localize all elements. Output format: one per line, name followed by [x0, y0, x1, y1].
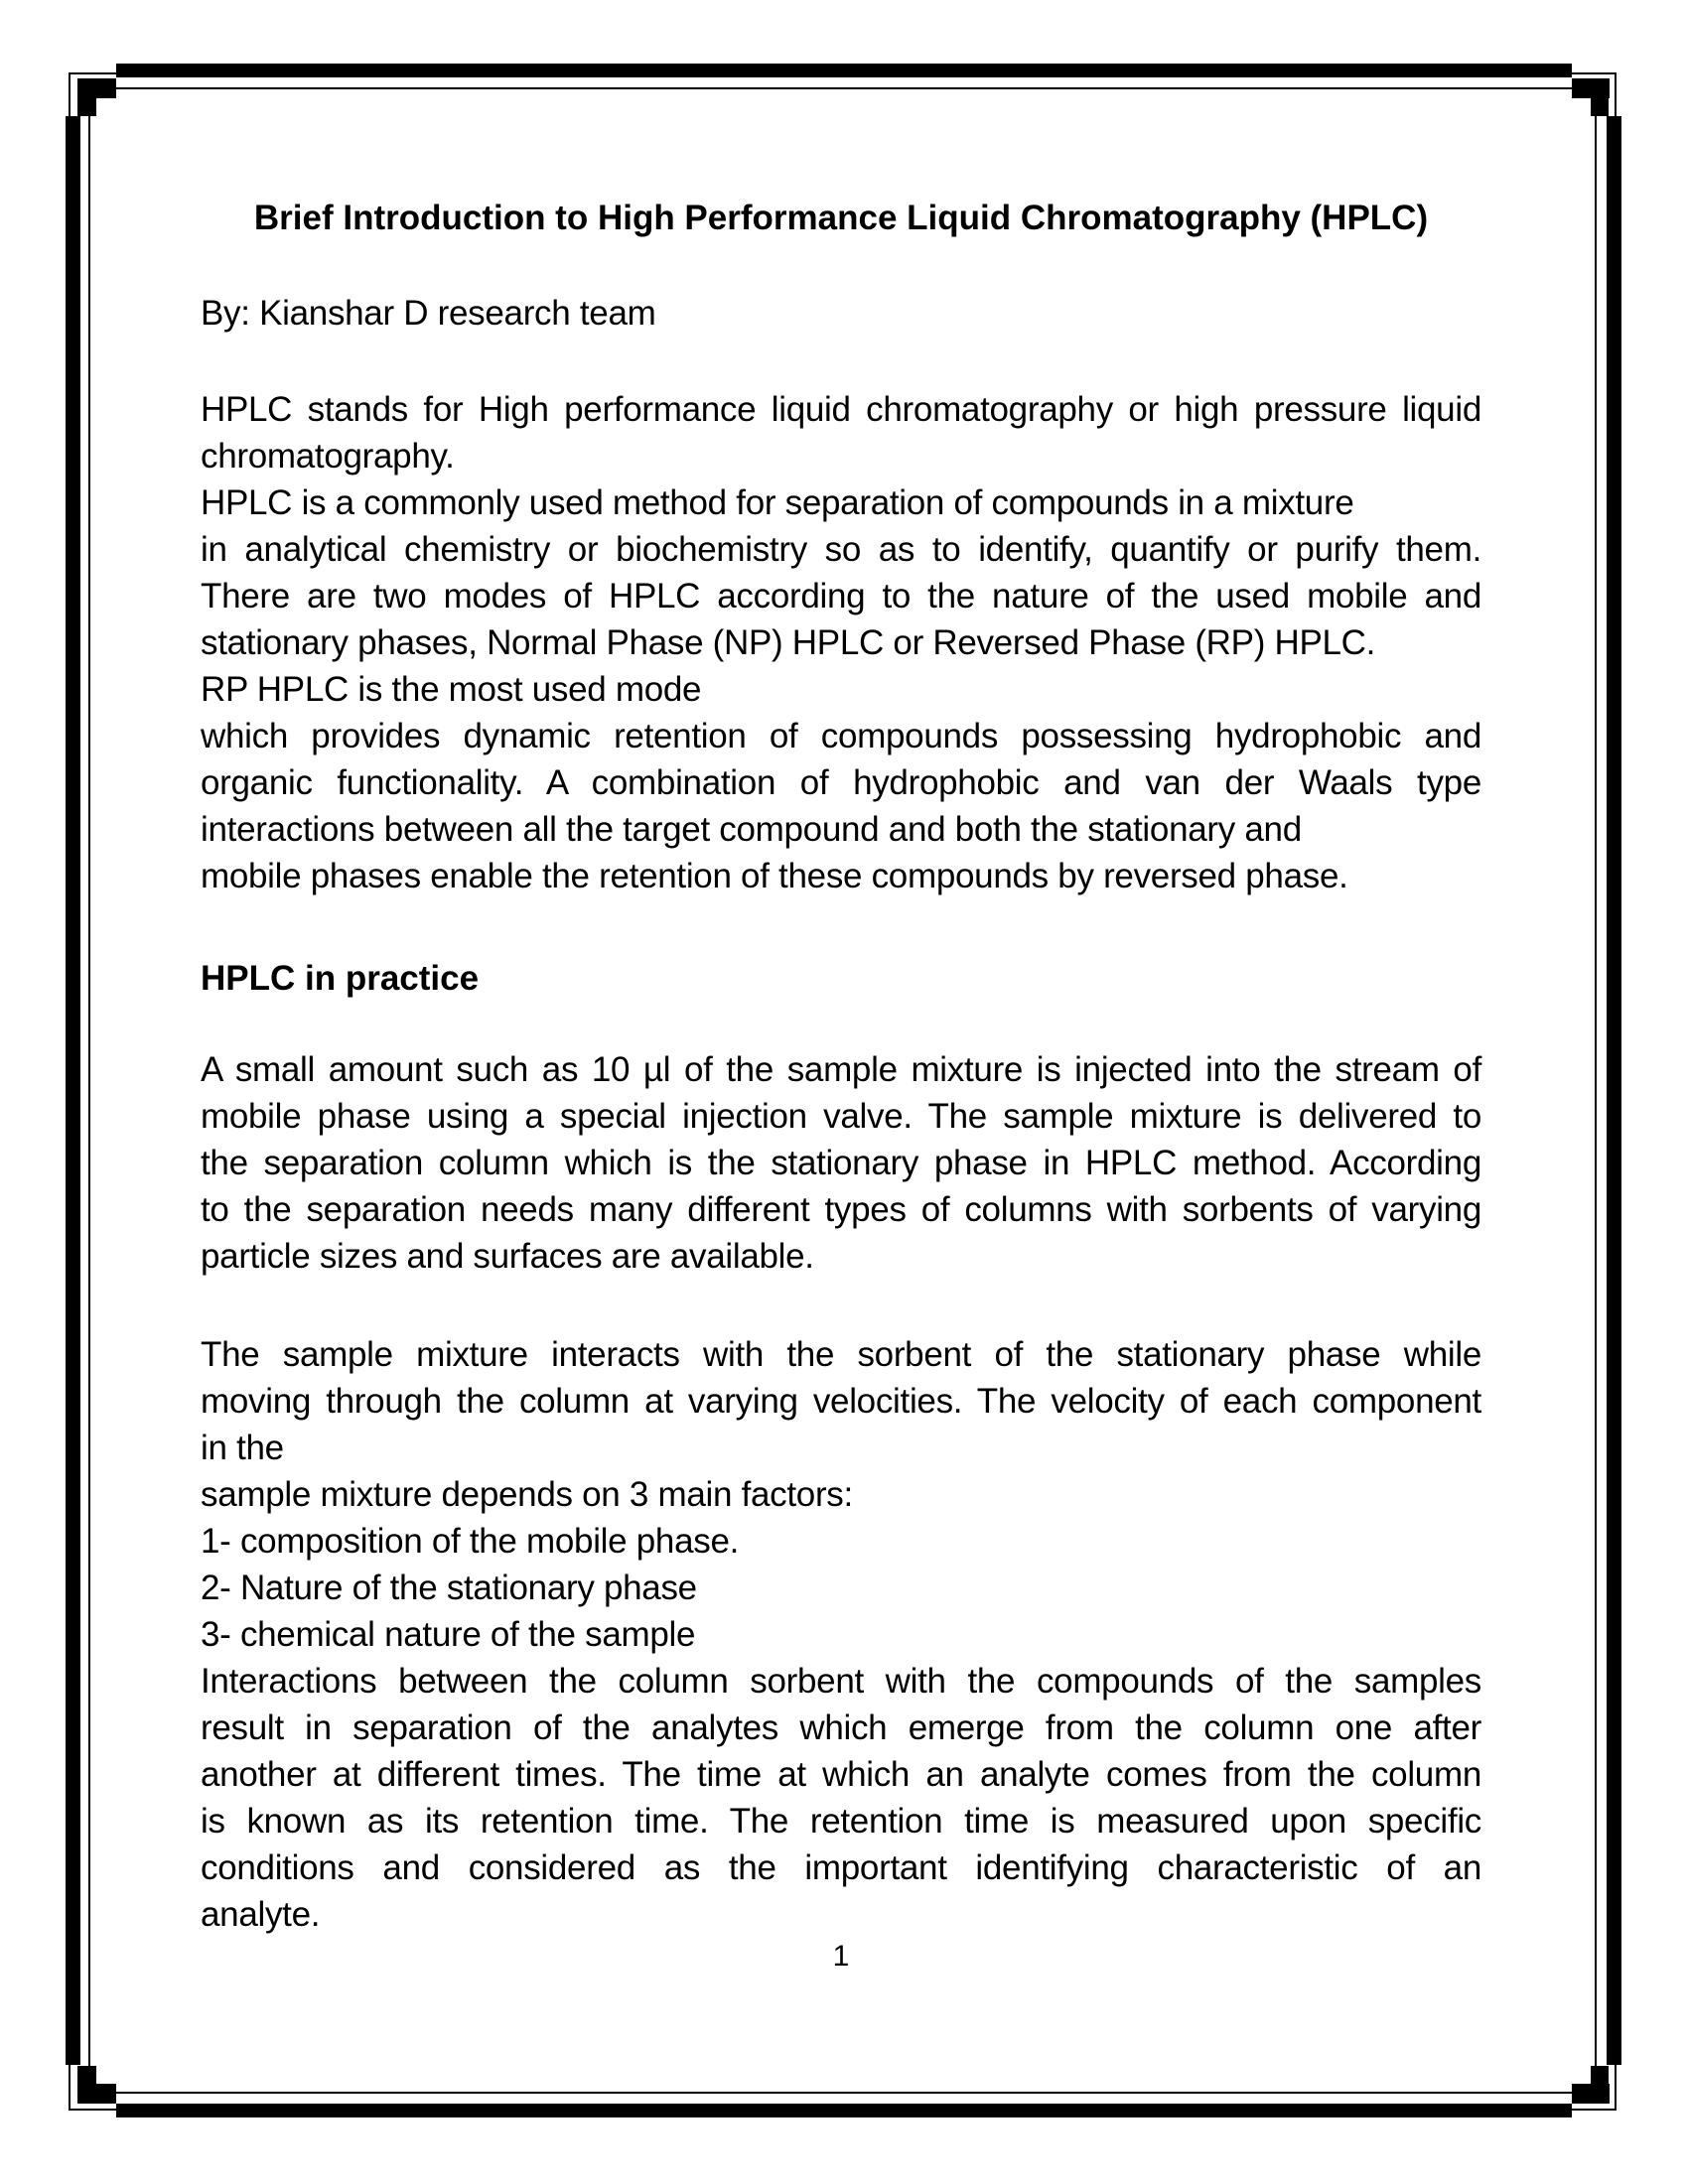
border-corner-top-left-arm: [77, 78, 96, 116]
paragraph-1: [201, 386, 1481, 899]
text-line: sample mixture depends on 3 main factors:: [201, 1475, 853, 1514]
paragraph-2: [201, 1046, 1481, 1280]
byline: By: Kianshar D research team: [201, 294, 656, 333]
text-line: moving through the column at varying velocities. The velocity of each component: [201, 1382, 1481, 1421]
text-line: RP HPLC is the most used mode: [201, 670, 702, 709]
text-line: which provides dynamic retention of compounds possessing hydrophobic and: [201, 717, 1481, 755]
text-line: HPLC stands for High performance liquid chromatography or high pressure liquid: [201, 390, 1481, 429]
border-left-bar: [66, 116, 80, 2065]
text-line: in the: [201, 1429, 284, 1467]
border-right-bar: [1607, 116, 1621, 2065]
text-line: the separation column which is the stationary phase in HPLC method. According: [201, 1144, 1481, 1182]
text-line: mobile phases enable the retention of these compounds by reversed phase.: [201, 857, 1348, 895]
text-line: Interactions between the column sorbent with the compounds of the samples: [201, 1662, 1481, 1701]
text-line: The sample mixture interacts with the sorbent of the stationary phase while: [201, 1335, 1481, 1374]
border-corner-bottom-right-arm: [1591, 2066, 1609, 2104]
text-line: another at different times. The time at which an analyte comes from the column: [201, 1755, 1481, 1794]
text-line: 2- Nature of the stationary phase: [201, 1569, 697, 1607]
text-line: stationary phases, Normal Phase (NP) HPLC or Reversed Phase (RP) HPLC.: [201, 623, 1376, 662]
text-line: HPLC is a commonly used method for separation of compounds in a mixture: [201, 483, 1354, 522]
page-number: 1: [832, 1940, 850, 1973]
text-line: chromatography.: [201, 437, 455, 476]
text-line: analyte.: [201, 1895, 321, 1934]
text-line: mobile phase using a special injection valve. The sample mixture is delivered to: [201, 1097, 1481, 1136]
border-corner-top-right-arm: [1591, 78, 1609, 116]
text-line: particle sizes and surfaces are available.: [201, 1237, 814, 1276]
text-line: result in separation of the analytes which emerge from the column one after: [201, 1708, 1481, 1747]
paragraph-3: [201, 1331, 1481, 1938]
text-line: in analytical chemistry or biochemistry so as to identify, quantify or purify them.: [201, 530, 1481, 569]
border-corner-bottom-left-arm: [77, 2066, 96, 2104]
section-heading: HPLC in practice: [201, 959, 480, 998]
text-line: interactions between all the target compound and both the stationary and: [201, 810, 1302, 849]
text-line: 3- chemical nature of the sample: [201, 1615, 696, 1654]
text-line: is known as its retention time. The retention time is measured upon specific: [201, 1802, 1481, 1841]
border-top-bar: [116, 64, 1572, 77]
document-title: Brief Introduction to High Performance Liquid Chromatography (HPLC): [253, 199, 1429, 237]
text-line: to the separation needs many different types of columns with sorbents of varying: [201, 1190, 1481, 1229]
text-line: 1- composition of the mobile phase.: [201, 1522, 740, 1561]
text-line: There are two modes of HPLC according to the nature of the used mobile and: [201, 577, 1481, 615]
text-line: organic functionality. A combination of hydrophobic and van der Waals type: [201, 763, 1481, 802]
border-bottom-bar: [116, 2104, 1572, 2117]
text-line: conditions and considered as the important identifying characteristic of an: [201, 1848, 1481, 1887]
text-line: A small amount such as 10 µl of the sample mixture is injected into the stream of: [201, 1050, 1481, 1089]
